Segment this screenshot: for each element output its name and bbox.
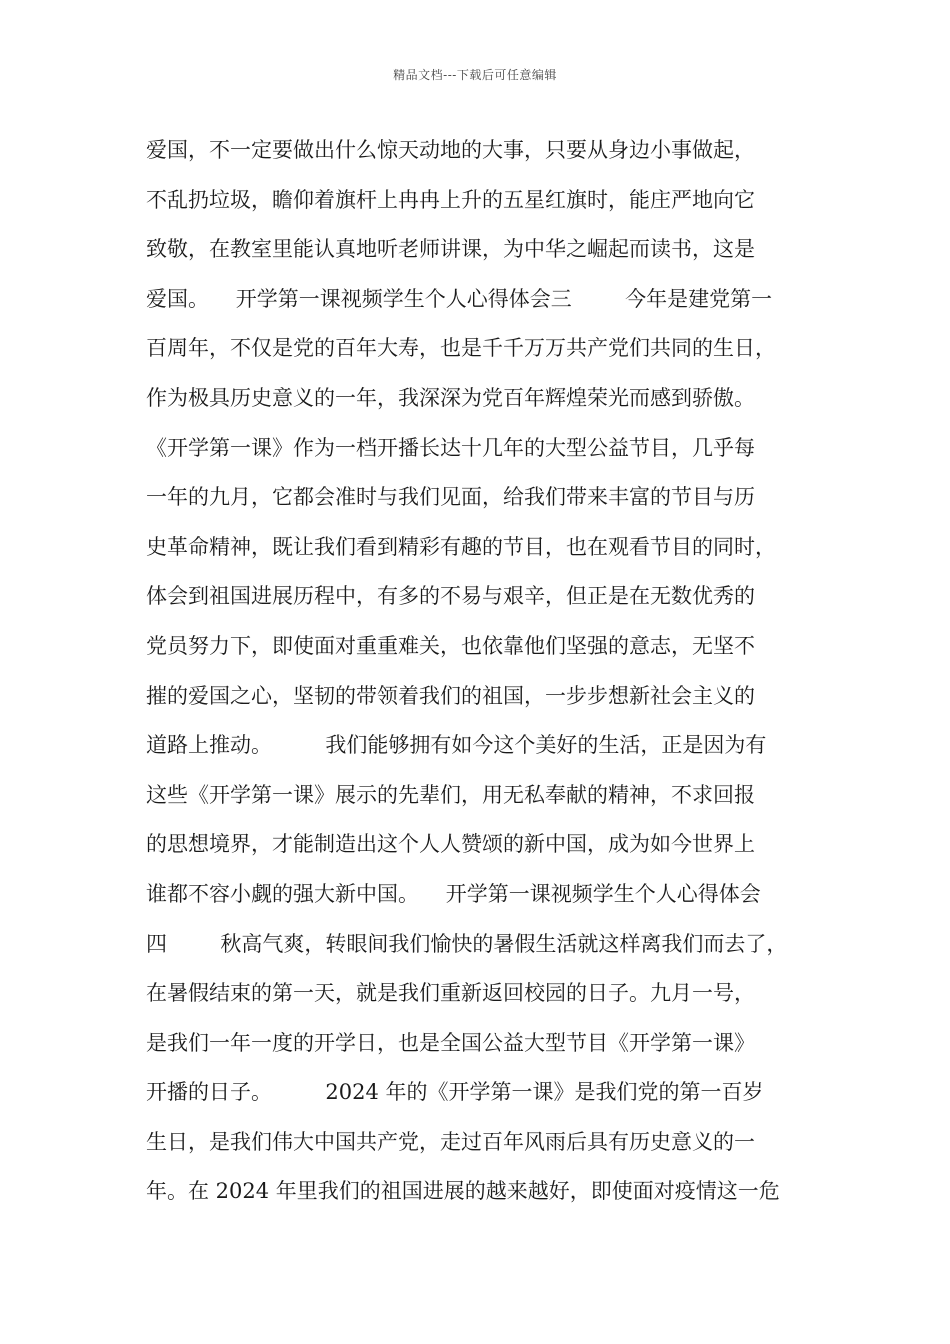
text-line: 开播的日子。 2024 年的《开学第一课》是我们党的第一百岁 (146, 1080, 764, 1105)
text-line: 道路上推动。 我们能够拥有如今这个美好的生活，正是因为有 (146, 733, 767, 758)
text-line: 致敬，在教室里能认真地听老师讲课，为中华之崛起而读书，这是 (146, 237, 755, 262)
text-line: 是我们一年一度的开学日，也是全国公益大型节目《开学第一课》 (146, 1030, 755, 1055)
page-header: 精品文档---下载后可任意编辑 (393, 68, 557, 82)
text-line: 年。在 2024 年里我们的祖国进展的越来越好，即使面对疫情这一危 (146, 1179, 780, 1204)
text-line: 这些《开学第一课》展示的先辈们，用无私奉献的精神，不求回报 (146, 782, 755, 807)
text-line: 四 秋高气爽，转眼间我们愉快的暑假生活就这样离我们而去了， (146, 931, 788, 956)
text-line: 生日，是我们伟大中国共产党，走过百年风雨后具有历史意义的一 (146, 1129, 755, 1154)
text-line: 《开学第一课》作为一档开播长达十几年的大型公益节目，几乎每 (146, 435, 755, 460)
text-line: 摧的爱国之心，坚韧的带领着我们的祖国，一步步想新社会主义的 (146, 683, 755, 708)
text-line: 谁都不容小觑的强大新中国。 开学第一课视频学生个人心得体会 (146, 881, 761, 906)
text-line: 一年的九月，它都会准时与我们见面，给我们带来丰富的节目与历 (146, 485, 755, 510)
text-line: 爱国。 开学第一课视频学生个人心得体会三 今年是建党第一 (146, 286, 773, 311)
text-line: 作为极具历史意义的一年，我深深为党百年辉煌荣光而感到骄傲。 (146, 385, 755, 410)
text-line: 爱国，不一定要做出什么惊天动地的大事，只要从身边小事做起， (146, 138, 755, 162)
text-line: 不乱扔垃圾，瞻仰着旗杆上冉冉上升的五星红旗时，能庄严地向它 (146, 187, 755, 212)
text-line: 体会到祖国进展历程中，有多的不易与艰辛，但正是在无数优秀的 (146, 584, 755, 609)
text-line: 的思想境界，才能制造出这个人人赞颂的新中国，成为如今世界上 (146, 832, 755, 857)
text-line: 百周年，不仅是党的百年大寿，也是千千万万共产党们共同的生日， (146, 336, 776, 361)
body-text (146, 130, 826, 1221)
text-line: 在暑假结束的第一天，就是我们重新返回校园的日子。九月一号， (146, 981, 755, 1006)
text-line: 史革命精神，既让我们看到精彩有趣的节目，也在观看节目的同时， (146, 534, 776, 559)
text-line: 党员努力下，即使面对重重难关，也依靠他们坚强的意志，无坚不 (146, 633, 755, 658)
